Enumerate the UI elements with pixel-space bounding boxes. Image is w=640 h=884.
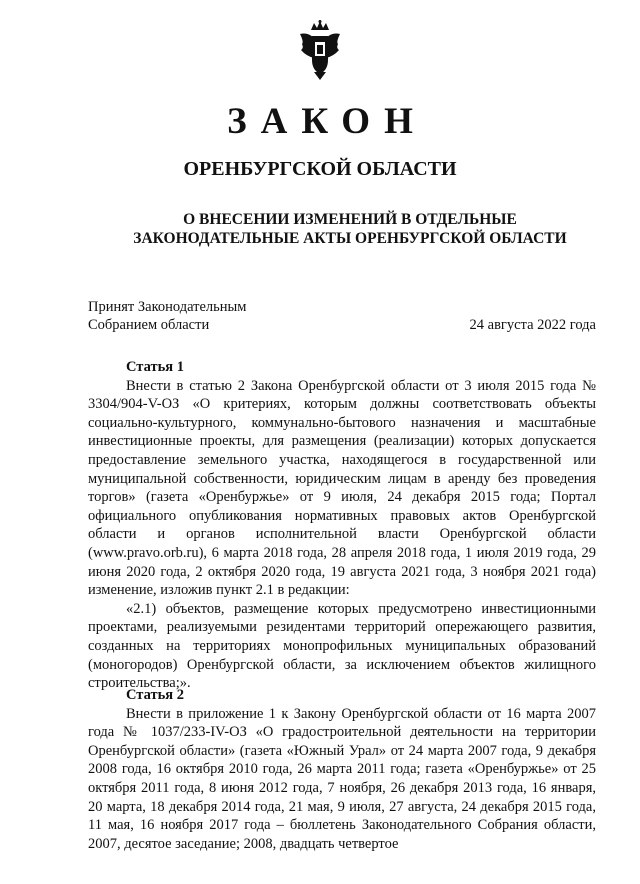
adoption-line-2: Собранием области [88,317,210,333]
document-title: ЗАКОН [227,101,427,142]
adoption-date: 24 августа 2022 года [469,317,596,333]
article-paragraph: Внести в приложение 1 к Закону Оренбургской области от 16 марта 2007 года № 1037/233-IV-ОЗ «О градостроительной деятельности на территории Оренбургской области» (газета «Южный Урал» от 24 марта 2007 года, 9 декабря 2008 года, 16 октября 2010 года, 26 марта 2011 года; газета «Оренбуржье» от 25 октября 2011 года, 8 июня 2012 года, 7 ноября, 26 декабря 2013 года, 16 января, 20 марта, 18 декабря 2014 года, 21 мая, 9 июля, 27 августа, 24 декабря 2015 года, 11 мая, 16 ноября 2017 года – бюллетень Законодательного Собрания области, 2007, десятое заседание; 2008, двадцать четвертое [88,705,596,852]
coat-of-arms-icon [298,20,342,82]
region-name: ОРЕНБУРГСКОЙ ОБЛАСТИ [183,158,457,180]
article-heading: Статья 2 [126,687,184,703]
article-1 [88,358,596,693]
article-heading: Статья 1 [126,359,184,375]
adoption-info [88,298,246,334]
adoption-line-1: Принят Законодательным [88,299,247,315]
article-2 [88,686,596,853]
article-paragraph: Внести в статью 2 Закона Оренбургской области от 3 июля 2015 года № 3304/904-V-ОЗ «О критериях, которым должны соответствовать объекты социально-культурного, коммунально-бытового назначения и масштабные инвестиционные проекты, для размещения (реализации) которых допускается предоставление земельного участка, находящегося в государственной или муниципальной собственности, юридическим лицам в аренду без проведения торгов» (газета «Оренбуржье» от 9 июля, 24 декабря 2015 года; Портал официального опубликования нормативных правовых актов Оренбургской области и органов исполнительной власти Оренбургской области (www.pravo.orb.ru), 6 марта 2018 года, 28 апреля 2018 года, 1 июля 2019 года, 29 июня 2020 года, 2 октября 2020 года, 19 августа 2021 года, 3 ноября 2021 года) изменение, изложив пункт 2.1 в редакции: [88,377,596,599]
article-paragraph: «2.1) объектов, размещение которых предусмотрено инвестиционными проектами, реализуемыми резидентами территорий опережающего развития, созданных на территориях монопрофильных муниципальных образований (моногородов) Оренбургской области, за исключением объектов жилищного строительства;». [88,600,596,692]
law-title: О ВНЕСЕНИИ ИЗМЕНЕНИЙ В ОТДЕЛЬНЫЕ ЗАКОНОДАТЕЛЬНЫЕ АКТЫ ОРЕНБУРГСКОЙ ОБЛАСТИ [133,211,567,247]
